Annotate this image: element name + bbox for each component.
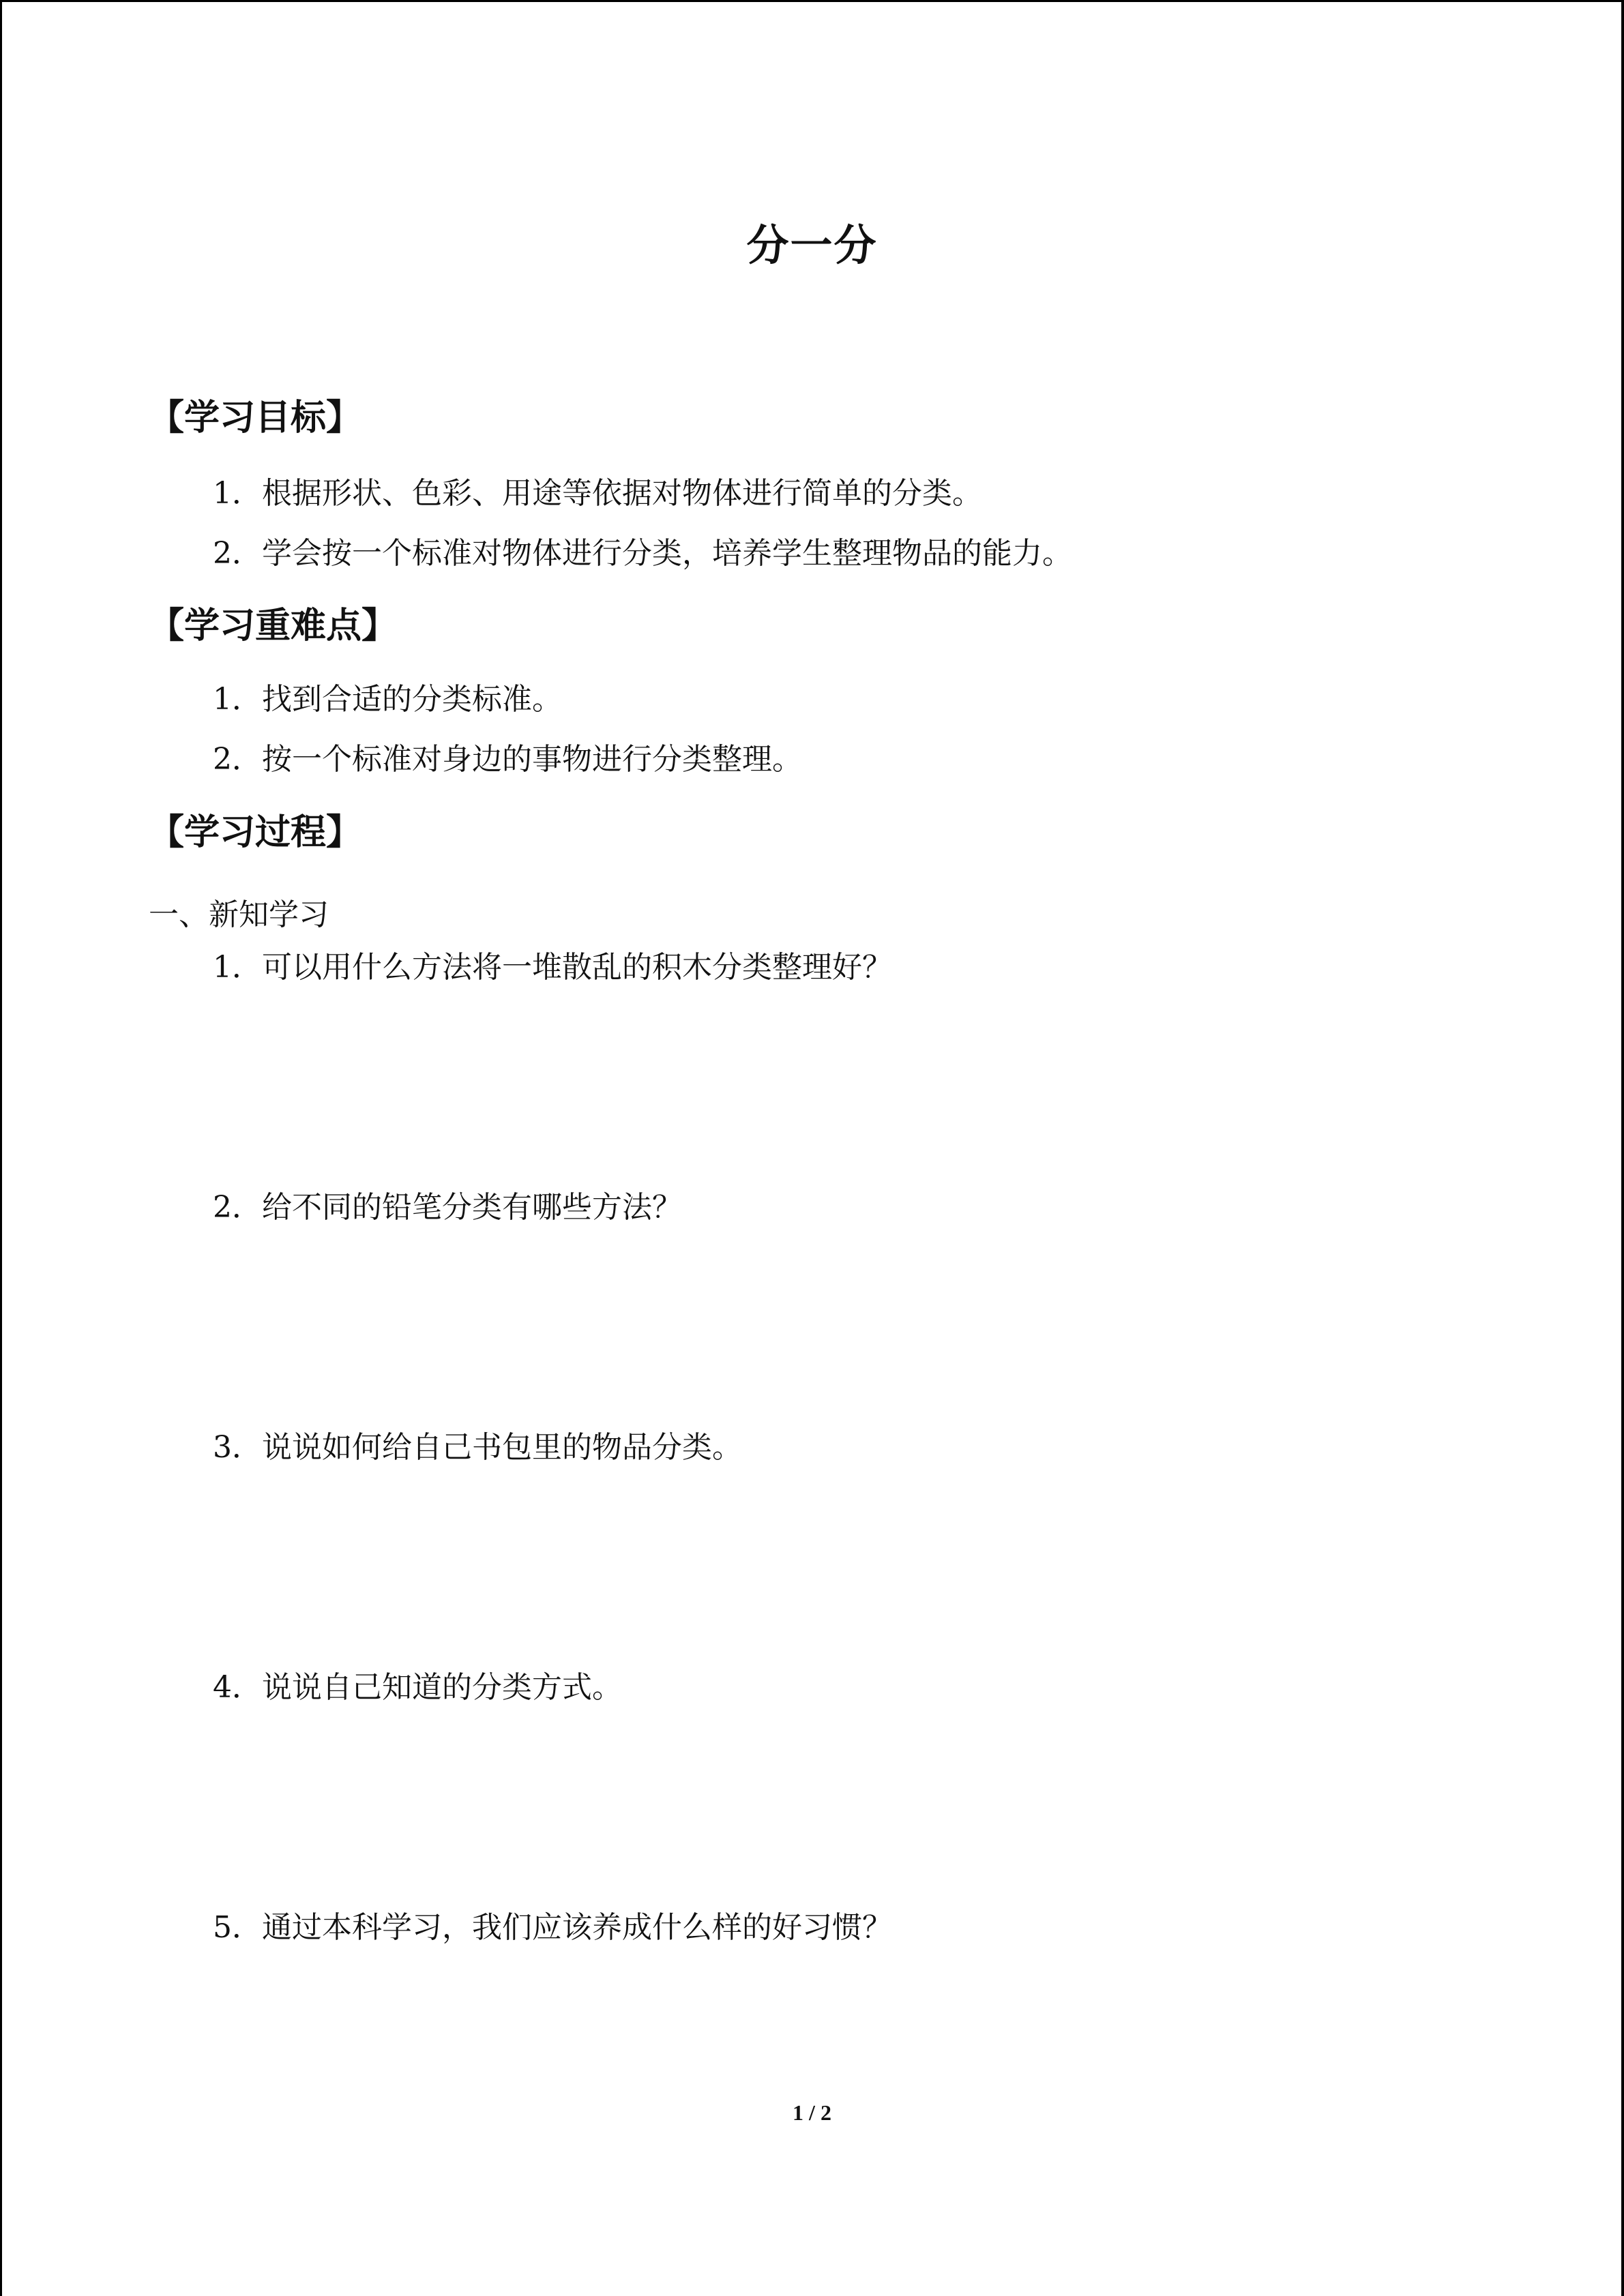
- item-text: 给不同的铅笔分类有哪些方法？: [262, 1190, 682, 1225]
- item-text: 找到合适的分类标准。: [262, 682, 562, 717]
- list-item: [213, 1670, 622, 1706]
- item-number: 4．: [213, 1670, 262, 1705]
- list-item: [213, 476, 982, 512]
- item-number: 2．: [213, 1190, 262, 1225]
- section-heading-keypoints: 【学习重难点】: [149, 606, 398, 646]
- list-item: [213, 1190, 682, 1226]
- item-text: 学会按一个标准对物体进行分类，培养学生整理物品的能力。: [262, 536, 1072, 571]
- item-number: 2．: [213, 536, 262, 571]
- list-item: [213, 682, 562, 718]
- item-number: 1．: [213, 476, 262, 511]
- item-number: 3．: [213, 1430, 262, 1465]
- item-number: 5．: [213, 1910, 262, 1945]
- item-number: 1．: [213, 682, 262, 717]
- item-text: 说说自己知道的分类方式。: [262, 1670, 622, 1705]
- page-indicator: 1 / 2: [793, 2100, 831, 2125]
- list-item: [213, 1430, 742, 1466]
- item-text: 通过本科学习，我们应该养成什么样的好习惯？: [262, 1910, 892, 1945]
- list-item: [213, 1910, 892, 1946]
- item-text: 说说如何给自己书包里的物品分类。: [262, 1430, 742, 1465]
- item-text: 根据形状、色彩、用途等依据对物体进行简单的分类。: [262, 476, 982, 511]
- section-heading-process: 【学习过程】: [149, 812, 362, 853]
- item-number: 2．: [213, 742, 262, 777]
- item-text: 按一个标准对身边的事物进行分类整理。: [262, 742, 802, 777]
- list-item: [213, 536, 1072, 572]
- list-item: [213, 742, 802, 778]
- item-number: 1．: [213, 950, 262, 985]
- subsection-heading: 一、新知学习: [149, 897, 329, 932]
- page-title: 分一分: [746, 220, 878, 270]
- list-item: [213, 950, 892, 986]
- item-text: 可以用什么方法将一堆散乱的积木分类整理好？: [262, 950, 892, 985]
- section-heading-goals: 【学习目标】: [149, 398, 362, 438]
